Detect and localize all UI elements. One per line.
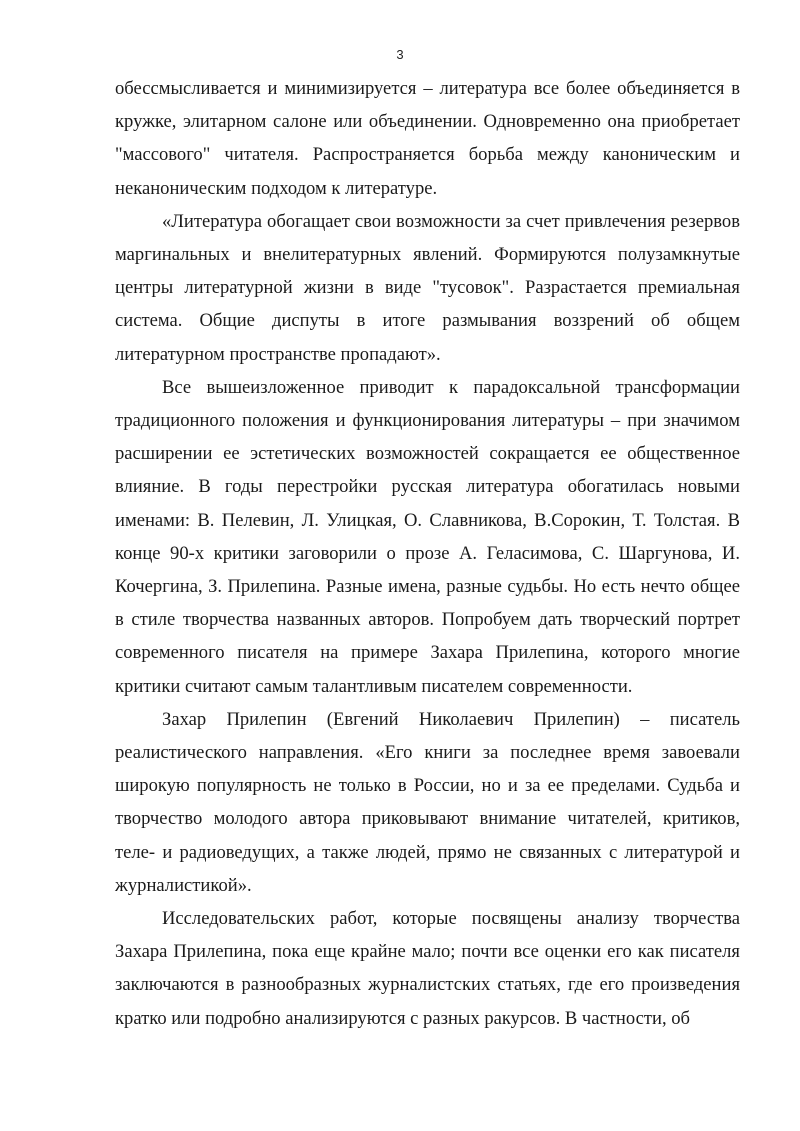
page-number: 3 [396,47,404,62]
paragraph-research: Исследовательских работ, которые посвящены анализу творчества Захара Прилепина, пока еще крайне мало; почти все оценки его как писателя заключаются в разнообразных журналистских статьях, где его произведения кратко или подробно анализируются с разных ракурсов. В частности, об [115,908,740,1029]
paragraph-prilepin-intro: Захар Прилепин (Евгений Николаевич Прилепин) – писатель реалистического направления. «Его книги за последнее время завоевали широкую популярность не только в России, но и за ее пределами. Судьба и творчество молодого автора приковывают внимание читателей, критиков, теле- и радиоведущих, а также людей, прямо не связанных с литературой и журналистикой». [115,708,740,896]
paragraph-continuation: обессмысливается и минимизируется – литература все более объединяется в кружке, элитарном салоне или объединении. Одновременно она приобретает "массового" читателя. Распространяется борьба между каноническим и неканоническим подходом к литературе. [115,78,740,199]
document-body [115,72,740,1035]
paragraph-transformation: Все вышеизложенное приводит к парадоксальной трансформации традиционного положения и функционирования литературы – при значимом расширении ее эстетических возможностей сокращается ее общественное влияние. В годы перестройки русская литература обогатилась новыми именами: В. Пелевин, Л. Улицкая, О. Славникова, В.Сорокин, Т. Толстая. В конце 90-х критики заговорили о прозе А. Геласимова, С. Шаргунова, И. Кочергина, З. Прилепина. Разные имена, разные судьбы. Но есть нечто общее в стиле творчества названных авторов. Попробуем дать творческий портрет современного писателя на примере Захара Прилепина, которого многие критики считают самым талантливым писателем современности. [115,376,740,697]
paragraph-quote-literature: «Литература обогащает свои возможности за счет привлечения резервов маргинальных и внелитературных явлений. Формируются полузамкнутые центры литературной жизни в виде "тусовок". Разрастается премиальная система. Общие диспуты в итоге размывания воззрений об общем литературном пространстве пропадают». [115,210,740,365]
